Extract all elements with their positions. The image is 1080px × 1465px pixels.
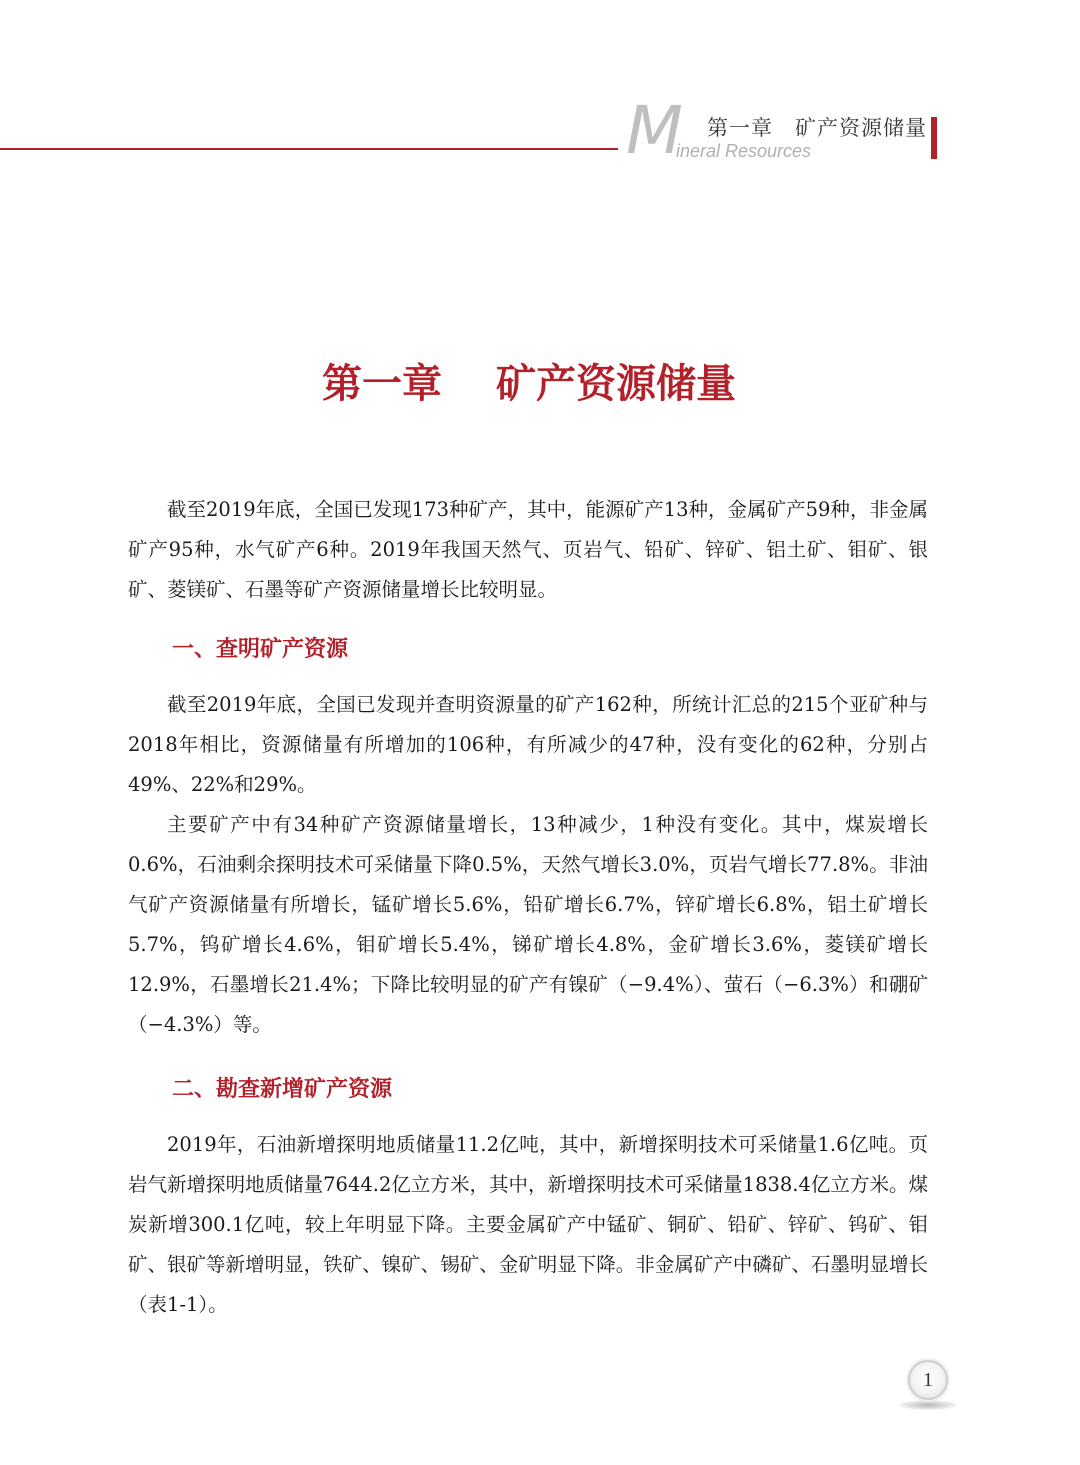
section-1-paragraph-1: 截至2019年底，全国已发现并查明资源量的矿产162种，所统计汇总的215个亚矿种与2018年相比，资源储量有所增加的106种，有所减少的47种，没有变化的62种，分别占49%、22%和29%。 xyxy=(128,693,928,796)
section-1-paragraph-2: 主要矿产中有34种矿产资源储量增长，13种减少，1种没有变化。其中，煤炭增长0.6%，石油剩余探明技术可采储量下降0.5%，天然气增长3.0%，页岩气增长77.8%。非油气矿产资源储量有所增长，锰矿增长5.6%，铅矿增长6.7%，锌矿增长6.8%，铝土矿增长5.7%，钨矿增长4.6%，钼矿增长5.4%，锑矿增长4.8%，金矿增长3.6%，菱镁矿增长12.9%，石墨增长21.4%；下降比较明显的矿产有镍矿（−9.4%）、萤石（−6.3%）和硼矿（−4.3%）等。 xyxy=(128,813,928,1036)
intro-paragraph: 截至2019年底，全国已发现173种矿产，其中，能源矿产13种，金属矿产59种，非金属矿产95种，水气矿产6种。2019年我国天然气、页岩气、铅矿、锌矿、铝土矿、钼矿、银矿、菱镁矿、石墨等矿产资源储量增长比较明显。 xyxy=(128,498,928,601)
chapter-title: 第一章 矿产资源储量 xyxy=(322,361,736,407)
section-2-paragraph-1: 2019年，石油新增探明地质储量11.2亿吨，其中，新增探明技术可采储量1.6亿吨。页岩气新增探明地质储量7644.2亿立方米，其中，新增探明技术可采储量1838.4亿立方米。煤炭新增300.1亿吨，较上年明显下降。主要金属矿产中锰矿、铜矿、铅矿、锌矿、钨矿、钼矿、银矿等新增明显，铁矿、镍矿、锡矿、金矿明显下降。非金属矿产中磷矿、石墨明显增长（表1-1）。 xyxy=(128,1133,928,1316)
header-chapter-title: 第一章 矿产资源储量 xyxy=(707,116,927,140)
header-accent-bar xyxy=(931,117,937,159)
header-rule xyxy=(0,148,618,150)
page-number: 1 xyxy=(908,1360,948,1400)
page-number-shadow xyxy=(900,1400,956,1410)
header-logo-letter: M xyxy=(626,92,681,169)
header-english-title: ineral Resources xyxy=(676,141,812,161)
section-heading-1: 一、查明矿产资源 xyxy=(172,637,349,662)
section-heading-2: 二、勘查新增矿产资源 xyxy=(172,1077,393,1102)
